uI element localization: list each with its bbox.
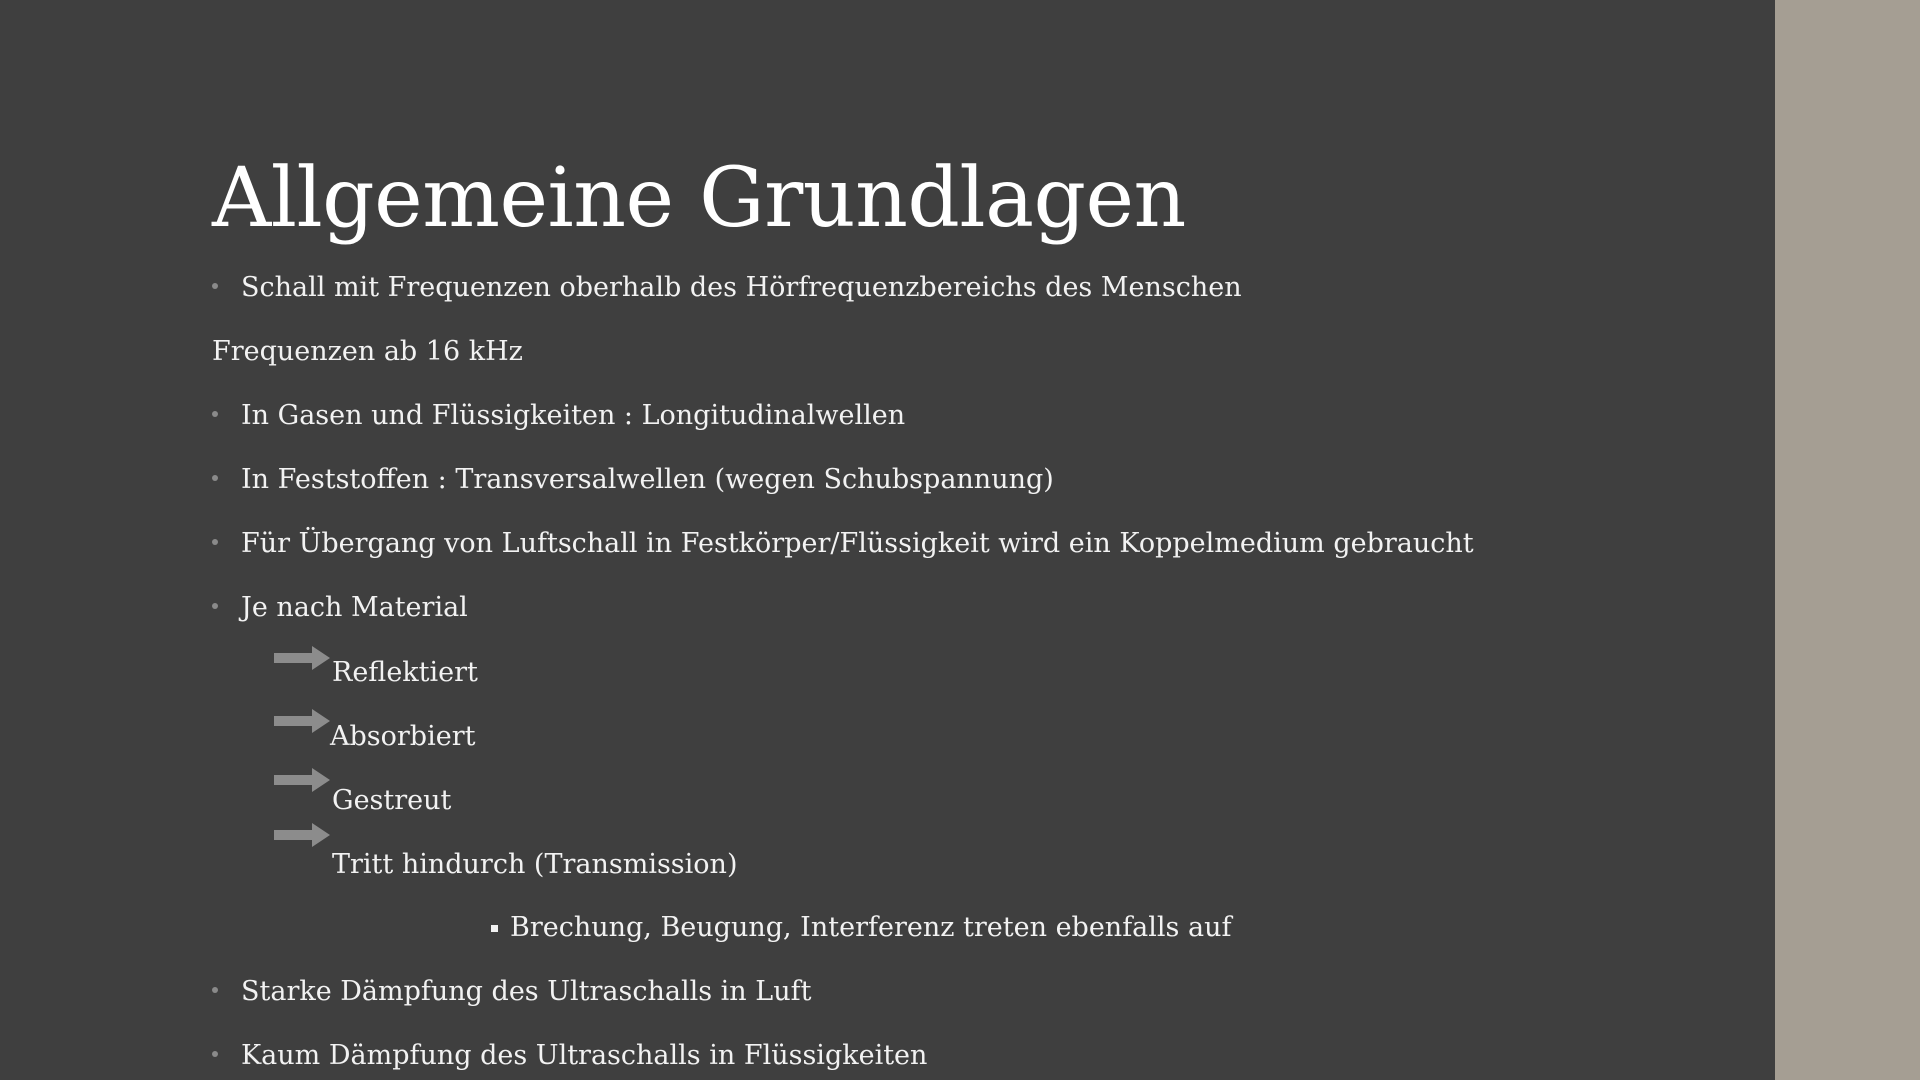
right-arrow-icon [274, 646, 330, 670]
bullet-text: Schall mit Frequenzen oberhalb des Hörfrequenzbereichs des Menschen [241, 272, 1242, 303]
bullet-dot-icon [212, 283, 218, 289]
right-arrow-icon [274, 768, 330, 792]
bullet-dot-icon [212, 603, 218, 609]
bullet-dot-icon [212, 987, 218, 993]
arrow-item-text: Reflektiert [332, 657, 478, 688]
bullet-text: Für Übergang von Luftschall in Festkörper/Flüssigkeit wird ein Koppelmedium gebraucht [241, 528, 1474, 559]
bullet-text: Kaum Dämpfung des Ultraschalls in Flüssigkeiten [241, 1040, 928, 1071]
bullet-dot-icon [212, 1051, 218, 1057]
arrow-item-text: Tritt hindurch (Transmission) [332, 849, 738, 880]
bullet-text: In Feststoffen : Transversalwellen (wegen Schubspannung) [241, 464, 1054, 495]
arrow-item-text: Absorbiert [330, 721, 476, 752]
sub-bullet-text: Brechung, Beugung, Interferenz treten ebenfalls auf [510, 912, 1232, 943]
bullet-dot-icon [212, 539, 218, 545]
bullet-text: Je nach Material [241, 592, 468, 623]
side-panel [1775, 0, 1920, 1080]
bullet-dot-icon [212, 475, 218, 481]
arrow-item-text: Gestreut [332, 785, 452, 816]
right-arrow-icon [274, 823, 330, 847]
right-arrow-icon [274, 709, 330, 733]
bullet-text: In Gasen und Flüssigkeiten : Longitudinalwellen [241, 400, 906, 431]
plain-line: Frequenzen ab 16 kHz [212, 336, 523, 367]
slide-title: Allgemeine Grundlagen [212, 151, 1186, 246]
square-bullet-icon [491, 925, 498, 932]
bullet-dot-icon [212, 411, 218, 417]
bullet-text: Starke Dämpfung des Ultraschalls in Luft [241, 976, 812, 1007]
